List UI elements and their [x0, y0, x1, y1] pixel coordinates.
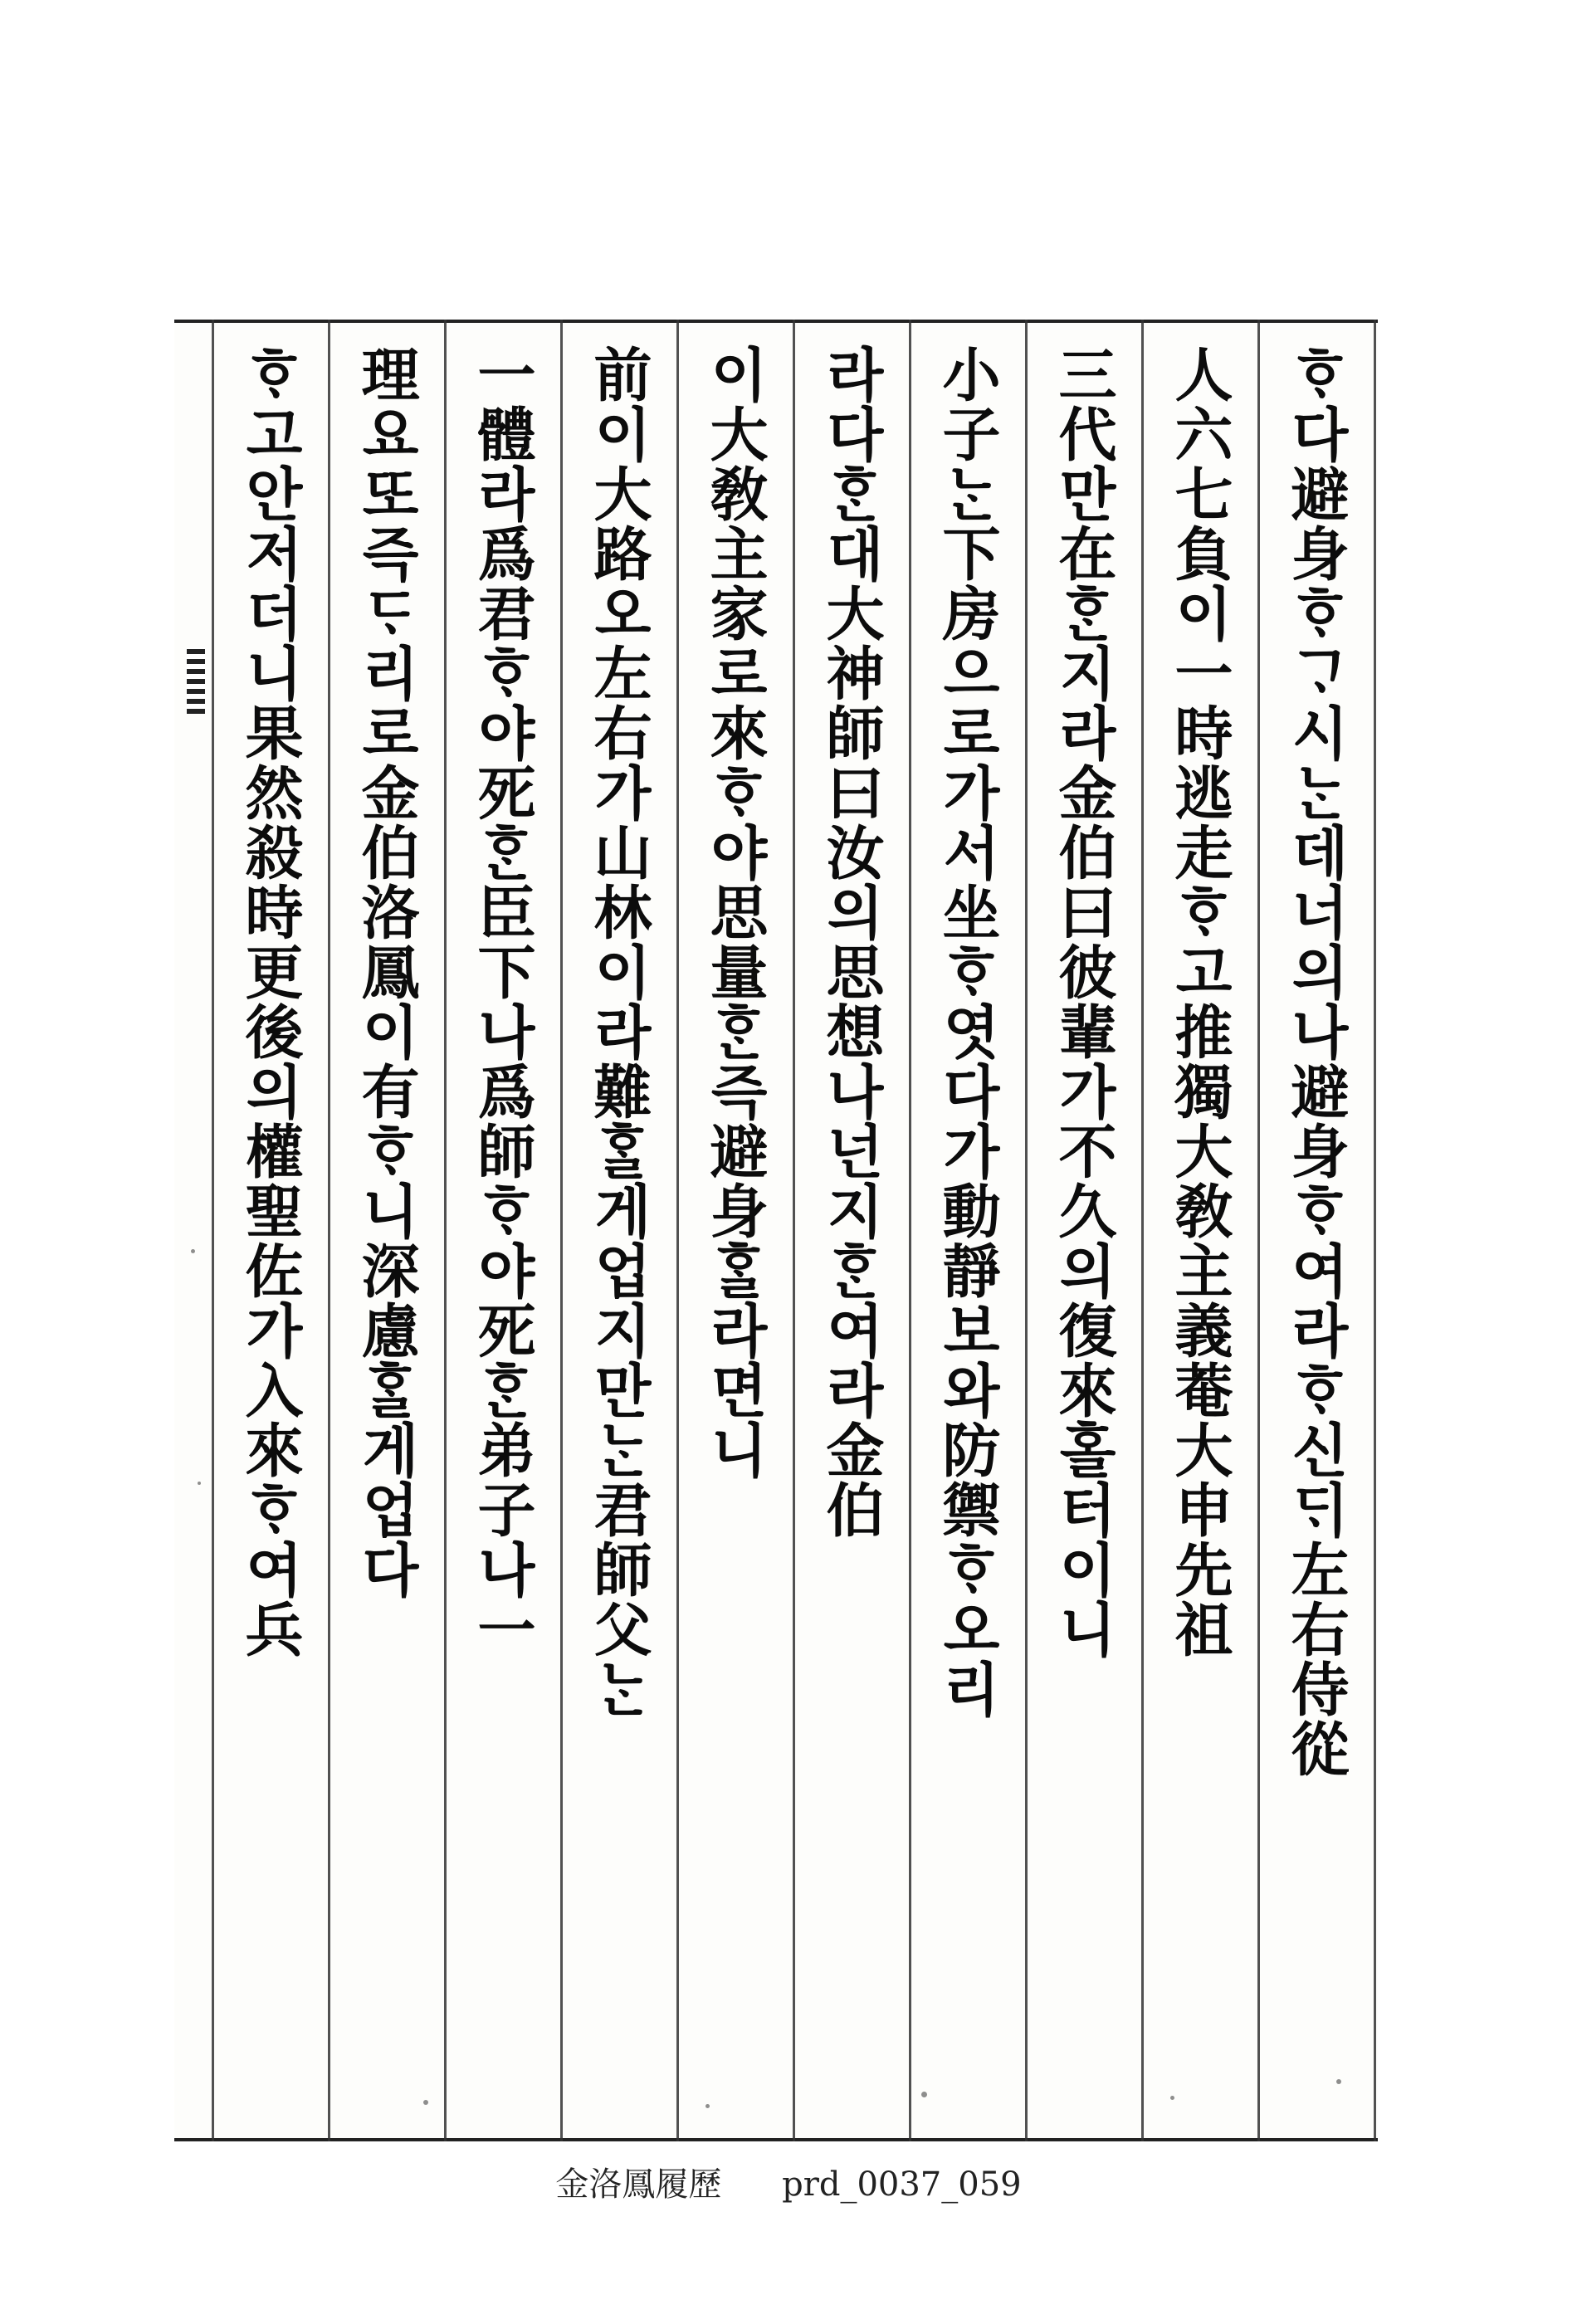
scan-speckle	[706, 2104, 710, 2108]
page-caption	[0, 2158, 1577, 2205]
column-rule	[328, 320, 330, 2141]
column-rule	[560, 320, 563, 2141]
column-rule	[1374, 320, 1376, 2141]
scan-speckle	[921, 2092, 927, 2097]
text-column-3: 三代만在ᄒᆞᆫ지라金伯曰彼輩가不久의復來홀터이니	[1049, 344, 1118, 1659]
caption-code: prd_0037_059	[782, 2165, 1022, 2204]
scan-speckle	[1336, 2079, 1341, 2084]
column-rule	[1141, 320, 1144, 2141]
column-rule	[793, 320, 795, 2141]
scan-speckle	[423, 2100, 428, 2105]
scan-speckle	[191, 1249, 195, 1253]
column-rule	[444, 320, 447, 2141]
column-rule	[676, 320, 679, 2141]
scan-speckle	[1170, 2096, 1174, 2100]
text-column-10: ᄒᆞ고안저더니果然殺時更後의權聖佐가入來ᄒᆞ여兵	[236, 344, 305, 1659]
text-column-6: 이大敎主家로來ᄒᆞ야思量ᄒᆞᆫ즉避身ᄒᆞᆯ라면니	[701, 344, 769, 1480]
column-rule	[212, 320, 214, 2141]
manuscript-scan	[174, 320, 1378, 2141]
text-column-8: 一體라爲君ᄒᆞ야死ᄒᆞᆫ臣下나爲師ᄒᆞ야死ᄒᆞᆫ弟子나一	[468, 344, 537, 1659]
column-rule	[909, 320, 911, 2141]
text-column-1: ᄒᆞ다避身ᄒᆞᄀᆞ시ᄂᆞᆫ데너의나避身ᄒᆞ여라ᄒᆞ신ᄃᆡ左右侍從	[1282, 344, 1350, 1779]
scan-speckle	[198, 1482, 201, 1485]
text-column-9: 理요또즉ᄃᆞ리로金伯洛鳳이有ᄒᆞ니深慮ᄒᆞᆯ게업다	[352, 344, 421, 1599]
binding-mark	[187, 647, 205, 714]
text-column-5: 라다ᄒᆞᆫ대大神師曰汝의思想나넌지ᄒᆞᆫ여라金伯	[817, 344, 886, 1540]
caption-title: 金洛鳳履歷	[555, 2165, 722, 2204]
text-column-4: 小子ᄂᆞᆫ下房으로가서坐ᄒᆞ엿다가動靜보와防禦ᄒᆞ오리	[933, 344, 1002, 1719]
column-rule	[1257, 320, 1260, 2141]
text-column-7: 前이大路오左右가山林이라難ᄒᆞᆯ게업지만ᄂᆞᆫ君師父ᄂᆞᆫ	[584, 344, 653, 1719]
column-rule	[1025, 320, 1028, 2141]
text-column-2: 人六七負이一時逃走ᄒᆞ고推獨大敎主義菴大申先祖	[1165, 344, 1234, 1659]
